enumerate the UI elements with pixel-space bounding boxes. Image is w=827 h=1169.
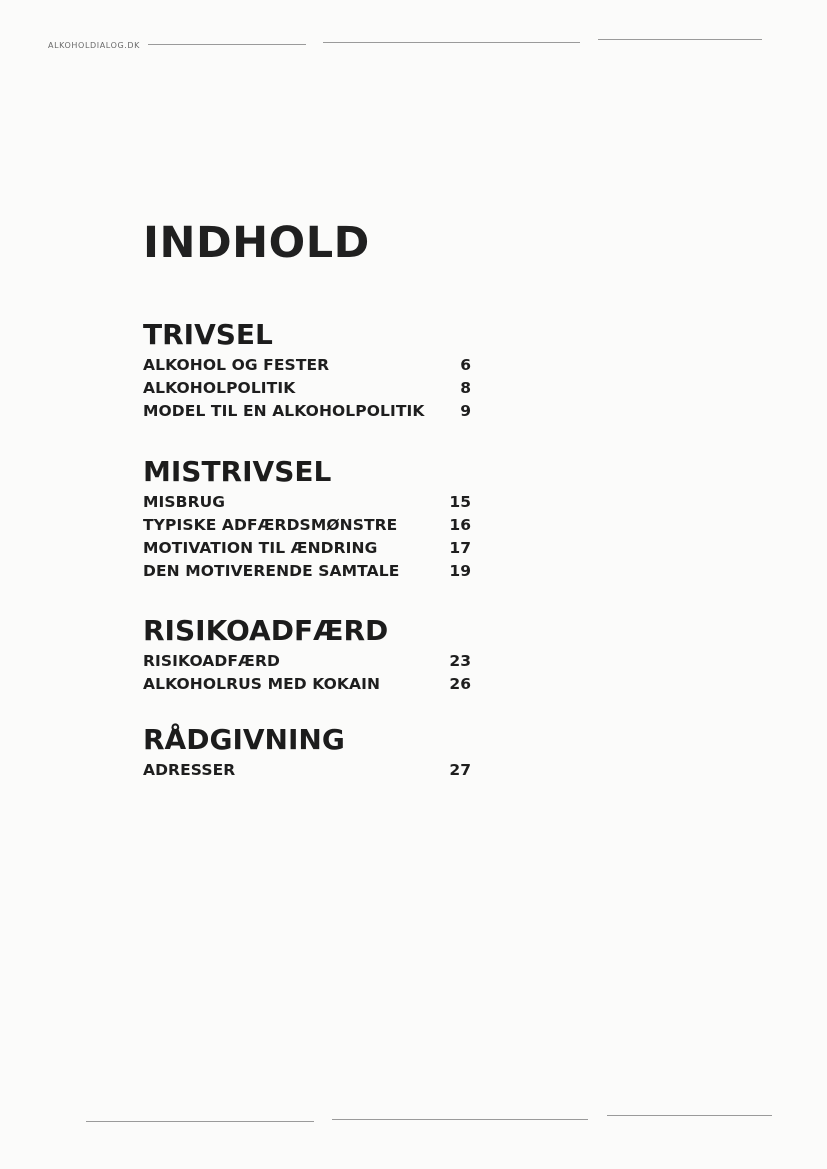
toc-entry-page: 15 bbox=[449, 493, 471, 511]
site-name: ALKOHOLDIALOG.DK bbox=[48, 41, 141, 50]
toc-entry bbox=[143, 537, 483, 560]
header-rule bbox=[148, 44, 306, 45]
toc-entry-page: 19 bbox=[449, 562, 471, 580]
toc-entry-label: DEN MOTIVERENDE SAMTALE bbox=[143, 562, 400, 580]
section-title: RISIKOADFÆRD bbox=[143, 614, 389, 647]
toc-entry bbox=[143, 400, 483, 423]
toc-entry-label: ADRESSER bbox=[143, 761, 236, 779]
toc-entry-page: 27 bbox=[449, 761, 471, 779]
toc-entry-label: ALKOHOL OG FESTER bbox=[143, 356, 330, 374]
toc-entry-label: ALKOHOLPOLITIK bbox=[143, 379, 296, 397]
toc-entry bbox=[143, 673, 483, 696]
toc-entry-label: MOTIVATION TIL ÆNDRING bbox=[143, 539, 378, 557]
toc-entry-label: MISBRUG bbox=[143, 493, 226, 511]
toc-entry-page: 26 bbox=[449, 675, 471, 693]
toc-section-raadgivning bbox=[143, 723, 483, 782]
toc-section-mistrivsel bbox=[143, 455, 483, 583]
section-title: MISTRIVSEL bbox=[143, 455, 332, 488]
toc-entry bbox=[143, 759, 483, 782]
header-rule bbox=[598, 39, 762, 40]
section-title: TRIVSEL bbox=[143, 318, 273, 351]
toc-entry bbox=[143, 650, 483, 673]
toc-entry-label: RISIKOADFÆRD bbox=[143, 652, 280, 670]
footer-rule bbox=[86, 1121, 314, 1122]
toc-entry-page: 17 bbox=[449, 539, 471, 557]
toc-entry-page: 9 bbox=[460, 402, 471, 420]
section-title: RÅDGIVNING bbox=[143, 723, 345, 756]
toc-entry-page: 6 bbox=[460, 356, 471, 374]
toc-entry bbox=[143, 491, 483, 514]
toc-entry-label: TYPISKE ADFÆRDSMØNSTRE bbox=[143, 516, 398, 534]
toc-section-trivsel bbox=[143, 318, 483, 423]
toc-entry-page: 16 bbox=[449, 516, 471, 534]
toc-entry bbox=[143, 560, 483, 583]
toc-entry bbox=[143, 354, 483, 377]
toc-entry bbox=[143, 514, 483, 537]
footer-rule bbox=[332, 1119, 588, 1120]
footer-rule bbox=[607, 1115, 772, 1116]
toc-section-risikoadfaerd bbox=[143, 614, 483, 696]
page-title: INDHOLD bbox=[143, 218, 370, 268]
header-rule bbox=[323, 42, 580, 43]
toc-entry-label: ALKOHOLRUS MED KOKAIN bbox=[143, 675, 381, 693]
toc-entry-label: MODEL TIL EN ALKOHOLPOLITIK bbox=[143, 402, 425, 420]
toc-entry bbox=[143, 377, 483, 400]
toc-entry-page: 23 bbox=[449, 652, 471, 670]
toc-entry-page: 8 bbox=[460, 379, 471, 397]
